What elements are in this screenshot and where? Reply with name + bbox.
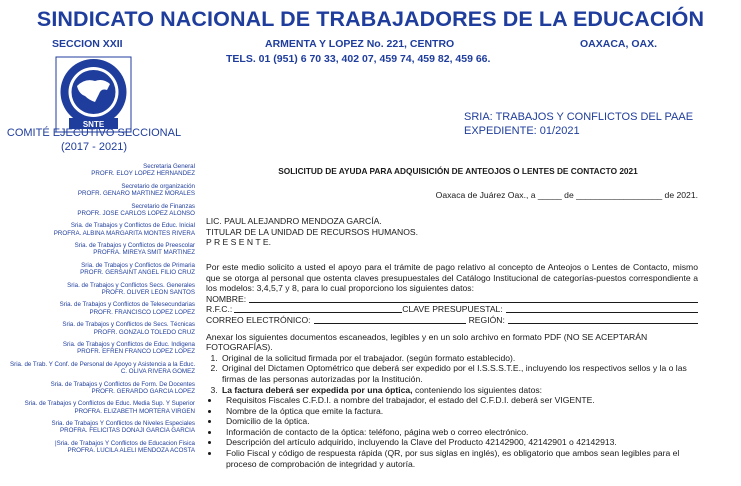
organization-title: SINDICATO NACIONAL DE TRABAJADORES DE LA EDUCACIÓN	[36, 7, 705, 31]
officer-entry	[10, 203, 195, 218]
officer-name: PROFRA. ELIZABETH MORTERA VIRGEN	[74, 407, 195, 415]
rfc-field-label: R.F.C.:	[206, 304, 233, 315]
logo-text: SNTE	[82, 120, 105, 129]
officer-entry	[10, 282, 195, 297]
officer-name: PROFRA. FELICITAS DONAJI GARCIA GARCIA	[60, 427, 195, 435]
phones-label: TELS. 01 (951) 6 70 33, 402 07, 459 74, 459 82, 459 66.	[226, 53, 491, 65]
officer-role: Sria. de Trabajos y Conflictos de Preescolar	[74, 242, 195, 250]
officer-name: PROFR. GERARDO GARCIA LOPEZ	[91, 387, 195, 395]
invoice-data-item: • Domicilio de la óptica.	[220, 416, 698, 427]
email-field-label: CORREO ELECTRÓNICO:	[206, 314, 311, 325]
officer-name: PROFRA. LUCILA ALELI MENDOZA ACOSTA	[67, 447, 195, 455]
officers-list	[10, 163, 195, 460]
officer-entry	[10, 341, 195, 356]
invoice-requirement-rest: conteniendo los siguientes datos:	[412, 384, 543, 395]
officer-entry	[10, 400, 195, 415]
officer-role: Sria. de Trabajos y Conflictos de Form. De Docentes	[50, 380, 195, 388]
secretariat-header	[464, 110, 693, 138]
rfc-field-line[interactable]	[234, 304, 402, 313]
document-title: SOLICITUD DE AYUDA PARA ADQUISICIÓN DE ANTEOJOS O LENTES DE CONTACTO 2021	[278, 166, 638, 176]
secretariat-name: SRIA: TRABAJOS Y CONFLICTOS DEL PAAE	[464, 111, 694, 123]
region-field-label: REGIÓN:	[468, 314, 505, 325]
officer-entry	[10, 321, 195, 336]
clave-field-label: CLAVE PRESUPUESTAL:	[402, 304, 503, 315]
requirement-item: 1. Original de la solicitud firmada por el trabajador. (según formato establecido).	[220, 353, 698, 364]
officer-role: Sria. de Trabajos y Conflictos de Educ. Indigena	[62, 341, 195, 349]
officer-name: PROFR. JOSE CARLOS LOPEZ ALONSO	[77, 209, 195, 217]
officer-name: PROFRA. MIREYA SMIT MARTINEZ	[93, 249, 195, 257]
officer-role: Sria. de Trabajos y Conflictos de Educ. Media Sup. Y Superior	[24, 400, 195, 408]
officer-name: PROFR. OLIVER LEON SANTOS	[101, 288, 195, 296]
clave-field-line[interactable]	[506, 304, 698, 313]
invoice-data-item: • Descripción del artículo adquirido, incluyendo la Clave del Producto 42142900, 42142901 o 42142913.	[220, 437, 698, 448]
officer-role: Sria. de Trabajos Y Conflictos de Niveles Especiales	[51, 420, 195, 428]
name-field-label: NOMBRE:	[206, 293, 247, 304]
invoice-data-item: • Folio Fiscal y código de respuesta rápida (QR, por sus siglas en inglés), es obligatorio que ambos sean legibles para el proceso de comprobación de integridad y autoría.	[220, 448, 698, 469]
officer-role: Sria. de Trabajos y Conflictos de Educ. Inicial	[70, 222, 195, 230]
request-form	[206, 166, 698, 469]
invoice-requirement-bold: La factura deberá ser expedida por una óptica,	[222, 384, 413, 395]
name-field-row	[206, 294, 698, 305]
officer-entry	[10, 420, 195, 435]
recipient-block	[206, 216, 698, 248]
officer-name: PROFR. GERSAINT ANGEL FILIO CRUZ	[80, 269, 195, 277]
committee-period: (2017 - 2021)	[60, 141, 128, 153]
officer-entry	[10, 163, 195, 178]
recipient-title: TITULAR DE LA UNIDAD DE RECURSOS HUMANOS.	[206, 226, 419, 237]
invoice-data-item: • Información de contacto de la óptica: teléfono, página web o correo electrónico.	[220, 427, 698, 438]
request-body: Por este medio solicito a usted el apoyo para el trámite de pago relativo al concepto de Anteojos o Lentes de Contacto, mismo que se otorga al personal que ostenta claves presupuestales del Catálogo Institucional de categorías-puestos correspondiente a los modelos: 3,4,5,7 y 8, para lo cual proporciono los siguientes datos:	[206, 261, 698, 294]
officer-role: Sria. de Trabajos y Conflictos Secs. Generales	[67, 281, 195, 289]
officer-role: Secretaria General	[143, 163, 195, 170]
date-line: Oaxaca de Juárez Oax., a _____ de __________________ de 2021.	[435, 189, 698, 200]
city-label: OAXACA, OAX.	[580, 38, 658, 50]
rfc-field-row	[206, 304, 698, 315]
email-field-line[interactable]	[314, 315, 466, 324]
annex-instructions: Anexar los siguientes documentos escaneados, legibles y en un solo archivo en formato PDF (NO SE ACEPTARÁN FOTOGRAFÍAS).	[206, 331, 648, 353]
officer-role: Secretario de organización	[121, 182, 195, 190]
recipient-name: LIC. PAUL ALEJANDRO MENDOZA GARCÍA.	[206, 216, 382, 227]
officer-role: Sria. de Trabajos y Conflictos de Secs. Técnicas	[62, 321, 195, 329]
officer-name: PROFR. EFREN FRANCO LOPEZ LOPEZ	[77, 348, 195, 356]
invoice-data-item: • Nombre de la óptica que emite la factura.	[220, 406, 698, 417]
email-field-row	[206, 315, 698, 326]
region-field-line[interactable]	[508, 315, 698, 324]
officer-entry	[10, 222, 195, 237]
requirement-item	[220, 385, 698, 396]
officer-entry	[10, 183, 195, 198]
section-label: SECCION XXII	[52, 38, 123, 50]
officer-name: PROFR. GONZALO TOLEDO CRUZ	[93, 328, 195, 336]
name-field-line[interactable]	[249, 294, 698, 303]
officer-role: Sria. de Trabajos y Conflictos de Telesecundarias	[59, 301, 195, 309]
requirement-item: 2. Original del Dictamen Optométrico que deberá ser expedido por el I.S.S.S.T.E., incluyendo los respectivos sellos y la o las firmas de las personas autorizadas por la Institución.	[220, 363, 698, 384]
officer-name: PROFR. FRANCISCO LOPEZ LOPEZ	[89, 308, 195, 316]
officer-name: PROFR. GENARO MARTINEZ MORALES	[77, 190, 195, 198]
officer-role: Sria. de Trabajos y Conflictos de Primaria	[81, 261, 195, 269]
requirements-list	[206, 353, 698, 395]
officer-entry	[10, 440, 195, 455]
invoice-data-list	[206, 395, 698, 469]
officer-name: PROFRA. ALBINA MARGARITA MONTES RIVERA	[53, 229, 195, 237]
committee-block	[0, 126, 188, 154]
invoice-data-item: • Requisitos Fiscales C.F.D.I. a nombre del trabajador, el estado del C.F.D.I. deberá ser VIGENTE.	[220, 395, 698, 406]
officer-entry	[10, 361, 195, 376]
officer-name: C. OLIVA RIVERA GOMEZ	[120, 368, 195, 376]
union-logo	[55, 56, 132, 133]
officer-entry	[10, 242, 195, 257]
officer-entry	[10, 381, 195, 396]
file-number: EXPEDIENTE: 01/2021	[464, 125, 580, 137]
officer-name: PROFR. ELOY LOPEZ HERNANDEZ	[91, 170, 195, 178]
officer-entry	[10, 262, 195, 277]
recipient-present: P R E S E N T E.	[206, 237, 271, 248]
officer-role: Secretario de Finanzas	[131, 202, 195, 210]
committee-name: COMITÉ EJECUTIVO SECCIONAL	[6, 127, 182, 139]
address-label: ARMENTA Y LOPEZ No. 221, CENTRO	[265, 38, 455, 50]
officer-entry	[10, 301, 195, 316]
officer-role: |Sria. de Trabajos Y Conflictos de Educacion Fisica	[55, 439, 195, 447]
officer-role: Sria. de Trab. Y Conf. de Personal de Apoyo y Asistencia a la Educ.	[10, 360, 196, 368]
